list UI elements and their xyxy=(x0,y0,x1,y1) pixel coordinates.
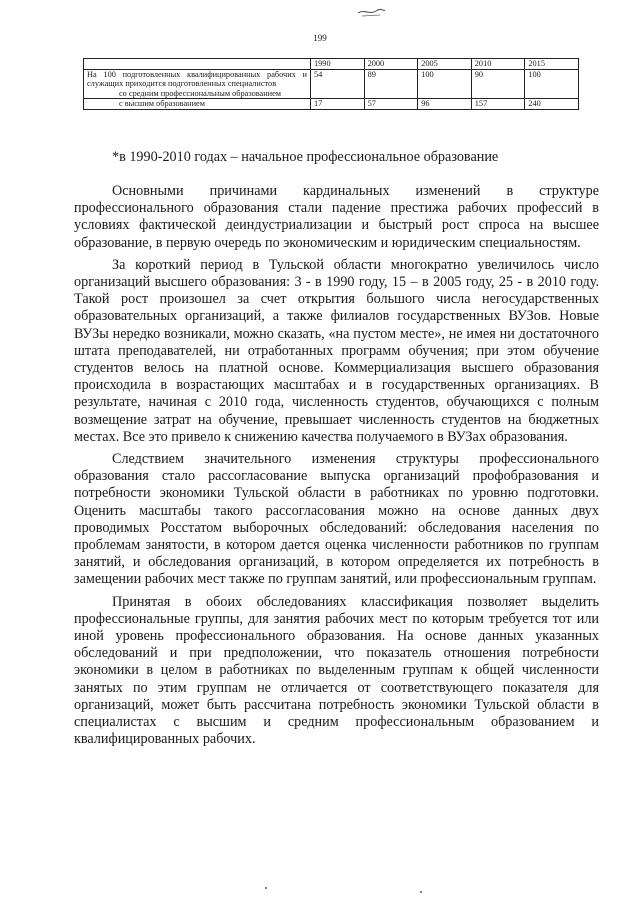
table-row xyxy=(84,99,579,110)
row-sublabel: со средним профессиональным образованием xyxy=(119,88,282,98)
paragraph: Принятая в обоих обследованиях классификация позволяет выделить профессиональные группы, для занятия рабочих мест по которым требуется тот или иной уровень профессионального образования. На основе данных указанных обследований и при предположении, что показатель отношения потребности экономики в целом в работниках по выделенным группам к общей численности занятых по этим группам не отличается от соответствующего показателя для организаций, может быть рассчитана потребность экономики Тульской области в специалистах с высшим и средним профессиональным образованием и квалифицированных рабочих. xyxy=(74,593,599,748)
education-ratio-table xyxy=(83,58,579,110)
table-header-cell: 2000 xyxy=(364,59,418,70)
table-cell: 89 xyxy=(364,69,418,99)
table-cell: 100 xyxy=(418,69,472,99)
table-header-cell: 1990 xyxy=(311,59,365,70)
scan-speck xyxy=(265,887,267,889)
table-cell: 54 xyxy=(311,69,365,99)
paragraph: Основными причинами кардинальных изменений в структуре профессионального образования стали падение престижа рабочих профессий в условиях фактической деиндустриализации и быстрый рост спроса на высшее образование, в первую очередь по экономическим и юридическим специальностям. xyxy=(74,183,599,251)
scan-speck xyxy=(420,891,422,893)
table-header-row xyxy=(84,59,579,70)
row-label-cell xyxy=(84,69,311,99)
row-label: с высшим образованием xyxy=(119,99,205,108)
paragraph: За короткий период в Тульской области многократно увеличилось число организаций высшего образования: 3 - в 1990 году, 15 – в 2005 году, 25 - в 2010 году. Такой рост произошел за счет открытия большого числа негосударственных образовательных организаций, а также филиалов государственных ВУЗов. Новые ВУЗы нередко возникали, можно сказать, «на пустом месте», не имея ни достаточного штата преподавателей, ни отработанных программ обучения; при этом обучение студентов велось на платной основе. Коммерциализация высшего образования происходила в возрастающих масштабах и в государственных организациях. В результате, начиная с 2010 года, численность студентов, обучающихся с полным возмещение затрат на обучение, превышает численность студентов на бюджетных местах. Все это привело к снижению качества получаемого в ВУЗах образования. xyxy=(74,256,599,445)
table-cell: 90 xyxy=(471,69,525,99)
table-header-cell: 2005 xyxy=(418,59,472,70)
page-number: 199 xyxy=(313,33,327,43)
table-footnote: *в 1990-2010 годах – начальное профессиональное образование xyxy=(112,149,499,165)
table-header-cell: 2015 xyxy=(525,59,579,70)
table-header-cell xyxy=(84,59,311,70)
table-cell: 17 xyxy=(311,99,365,110)
table-cell: 240 xyxy=(525,99,579,110)
table-cell: 157 xyxy=(471,99,525,110)
body-text xyxy=(74,183,599,754)
handwritten-mark xyxy=(356,4,386,18)
table-row xyxy=(84,69,579,99)
table-header-cell: 2010 xyxy=(471,59,525,70)
table-cell: 100 xyxy=(525,69,579,99)
table-cell: 96 xyxy=(418,99,472,110)
row-label: На 100 подготовленных квалифицированных рабочих и служащих приходится подготовленных специалистов xyxy=(87,69,307,88)
paragraph: Следствием значительного изменения структуры профессионального образования стало рассогласование выпуска организаций профобразования и потребности экономики Тульской области в работниках по уровню подготовки. Оценить масштабы такого рассогласования можно на основе данных двух проводимых Росстатом выборочных обследований: обследования населения по проблемам занятости, в котором дается оценка численности работников по группам занятий, и обследования организаций, в котором определяется их потребность в замещении рабочих мест также по группам занятий, или профессиональным группам. xyxy=(74,451,599,588)
table-cell: 57 xyxy=(364,99,418,110)
row-label-cell xyxy=(84,99,311,110)
